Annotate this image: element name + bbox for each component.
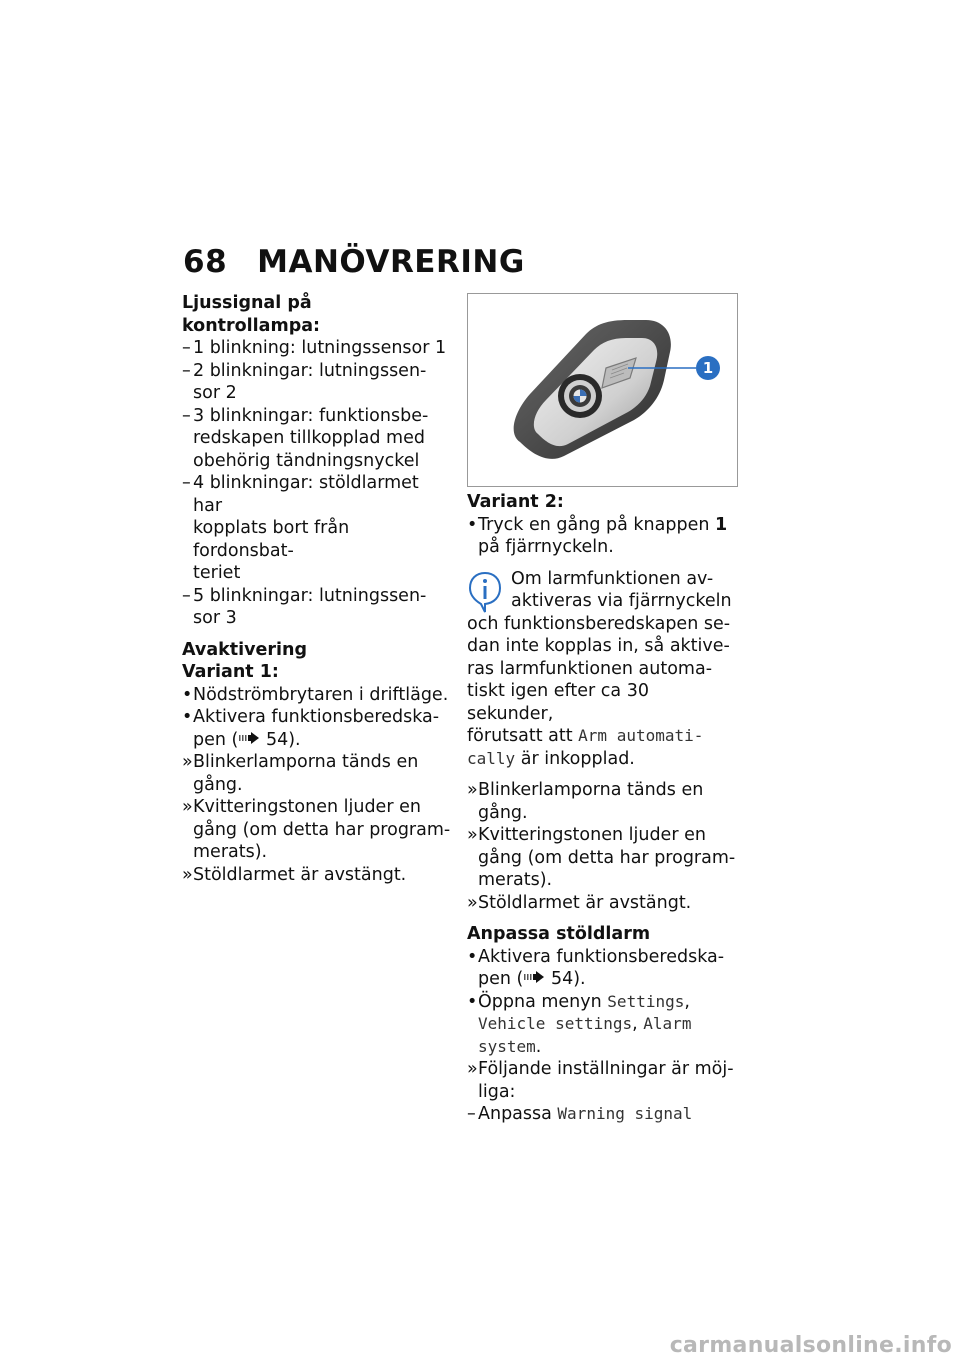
dash-marker: – xyxy=(182,338,191,358)
list-item-text xyxy=(193,729,452,752)
ref-prefix: pen ( xyxy=(193,729,239,750)
list-item xyxy=(467,991,739,1059)
variant1-heading: Variant 1: xyxy=(182,662,279,682)
list-item xyxy=(182,706,452,751)
remote-key-figure xyxy=(467,293,738,487)
result-marker: » xyxy=(182,864,193,885)
list-item-text: gång (om detta har program- xyxy=(478,847,736,868)
list-item xyxy=(467,514,739,559)
note-line: Om larmfunktionen av- xyxy=(511,568,714,589)
list-item-text: Nödströmbrytaren i driftläge. xyxy=(193,684,449,705)
bullet-marker: • xyxy=(182,684,193,705)
step-text: Tryck en gång på knappen xyxy=(478,514,715,535)
option-text: Anpassa xyxy=(478,1104,558,1124)
adjust-alarm-heading: Anpassa stöldlarm xyxy=(467,924,651,944)
bullet-marker: • xyxy=(467,946,478,967)
list-item xyxy=(467,1058,739,1103)
menu-settings: Settings xyxy=(607,991,685,1011)
list-item xyxy=(182,796,452,864)
ref-suffix: ). xyxy=(288,729,301,750)
list-item-text: Aktivera funktionsberedska- xyxy=(193,707,440,727)
list-item xyxy=(467,1103,739,1126)
list-item-text: gång. xyxy=(478,802,528,823)
result-marker: » xyxy=(467,825,478,845)
list-item-text: på fjärrnyckeln. xyxy=(478,537,614,557)
ref-suffix: ). xyxy=(573,969,586,989)
list-item-text: gång (om detta har program- xyxy=(193,819,451,840)
bullet-marker: • xyxy=(467,991,478,1012)
bullet-marker: • xyxy=(467,514,478,535)
callout-number: 1 xyxy=(702,359,714,377)
list-item xyxy=(182,864,452,887)
result-marker: » xyxy=(182,797,193,817)
menu-warning-signal: Warning signal xyxy=(557,1104,693,1123)
result-marker: » xyxy=(467,1059,478,1079)
list-item-text: liga: xyxy=(478,1081,516,1102)
list-item xyxy=(467,892,739,915)
list-item-text xyxy=(478,991,739,1014)
page-number: 68 xyxy=(183,244,228,280)
list-item xyxy=(182,472,452,585)
note-line xyxy=(467,748,739,771)
result-marker: » xyxy=(182,752,193,772)
list-item-text xyxy=(478,1013,739,1036)
list-item-text xyxy=(478,1036,739,1059)
remote-key-image xyxy=(468,294,738,487)
page-header xyxy=(183,244,525,280)
result-marker: » xyxy=(467,892,478,913)
menu-option-arm-automatically: Arm automati- xyxy=(578,726,704,745)
list-item-text xyxy=(478,1103,739,1126)
list-item xyxy=(467,946,739,991)
page-reference[interactable]: 54 xyxy=(265,729,289,750)
variant2-results xyxy=(467,779,739,914)
list-item xyxy=(182,360,452,405)
dash-marker: – xyxy=(182,360,191,381)
separator: , xyxy=(632,1014,638,1034)
note-text: är inkopplad. xyxy=(515,748,635,769)
list-item-text: merats). xyxy=(193,842,268,862)
chapter-title: MANÖVRERING xyxy=(257,244,525,280)
separator: , xyxy=(684,991,690,1012)
list-item-text: 1 blinkning: lutningssensor 1 xyxy=(193,338,447,358)
menu-alarm-system-cont: system xyxy=(478,1036,536,1056)
deactivation-heading: Avaktivering xyxy=(182,639,308,660)
note-line: dan inte kopplas in, så aktive- xyxy=(467,636,730,656)
list-item-text: Stöldlarmet är avstängt. xyxy=(193,864,407,885)
list-item xyxy=(182,405,452,473)
list-item-text: merats). xyxy=(478,870,553,890)
right-column xyxy=(467,491,739,1126)
list-item-text xyxy=(478,514,739,537)
list-item-text: kopplats bort från fordonsbat- xyxy=(193,518,350,561)
note-line: aktiveras via fjärrnyckeln xyxy=(511,591,732,611)
list-item-text: teriet xyxy=(193,563,241,583)
list-item-text xyxy=(478,968,739,991)
page-reference-arrow-icon xyxy=(523,971,545,983)
list-item-text: 3 blinkningar: funktionsbe- xyxy=(193,405,429,426)
list-item-text: gång. xyxy=(193,774,243,795)
info-icon xyxy=(467,570,503,614)
page-reference[interactable]: 54 xyxy=(550,969,574,989)
list-item-text: 4 blinkningar: stöldlarmet har xyxy=(193,473,419,516)
ref-prefix: pen ( xyxy=(478,969,524,989)
list-item-text: Blinkerlamporna tänds en xyxy=(193,752,419,772)
bullet-marker: • xyxy=(182,707,193,727)
dash-marker: – xyxy=(182,405,191,426)
list-item-text: sor 3 xyxy=(193,608,237,628)
note-line: tiskt igen efter ca 30 sekunder, xyxy=(467,681,649,724)
menu-vehicle-settings: Vehicle settings xyxy=(478,1014,633,1033)
left-column xyxy=(182,292,452,886)
dash-marker: – xyxy=(467,1104,476,1124)
menu-alarm-system: Alarm xyxy=(643,1014,692,1033)
separator: . xyxy=(535,1036,542,1057)
list-item xyxy=(182,337,452,360)
list-item-text: 5 blinkningar: lutningssen- xyxy=(193,585,427,606)
dash-marker: – xyxy=(182,585,191,606)
list-item xyxy=(467,779,739,824)
light-signal-list xyxy=(182,337,452,630)
list-item-text: Kvitteringstonen ljuder en xyxy=(193,797,421,817)
list-item-text: Kvitteringstonen ljuder en xyxy=(478,825,706,845)
note-line xyxy=(467,725,739,748)
light-signal-heading: Ljussignal på kontrollampa: xyxy=(182,293,321,336)
note-line: och funktionsberedskapen se- xyxy=(467,613,731,634)
list-item-text: 2 blinkningar: lutningssen- xyxy=(193,360,427,381)
page-reference-arrow-icon xyxy=(238,732,260,744)
list-item-text: Följande inställningar är möj- xyxy=(478,1059,734,1079)
note-text: förutsatt att xyxy=(467,726,579,746)
list-item xyxy=(182,585,452,630)
step-text: Öppna menyn xyxy=(478,991,608,1012)
list-item xyxy=(182,751,452,796)
list-item-text: redskapen tillkopplad med xyxy=(193,428,425,448)
button-reference: 1 xyxy=(715,514,728,535)
list-item-text: Stöldlarmet är avstängt. xyxy=(478,892,692,913)
list-item xyxy=(467,824,739,892)
note-line: ras larmfunktionen automa- xyxy=(467,658,713,679)
menu-option-arm-automatically-cont: cally xyxy=(467,748,516,768)
list-item xyxy=(182,684,452,707)
result-marker: » xyxy=(467,780,478,800)
list-item-text: obehörig tändningsnyckel xyxy=(193,450,420,471)
list-item-text: Blinkerlamporna tänds en xyxy=(478,780,704,800)
list-item-text: Aktivera funktionsberedska- xyxy=(478,946,725,967)
list-item-text: sor 2 xyxy=(193,383,237,403)
variant2-heading: Variant 2: xyxy=(467,492,564,512)
watermark: carmanualsonline.info xyxy=(669,1333,952,1358)
info-note xyxy=(467,568,739,771)
dash-marker: – xyxy=(182,473,191,493)
